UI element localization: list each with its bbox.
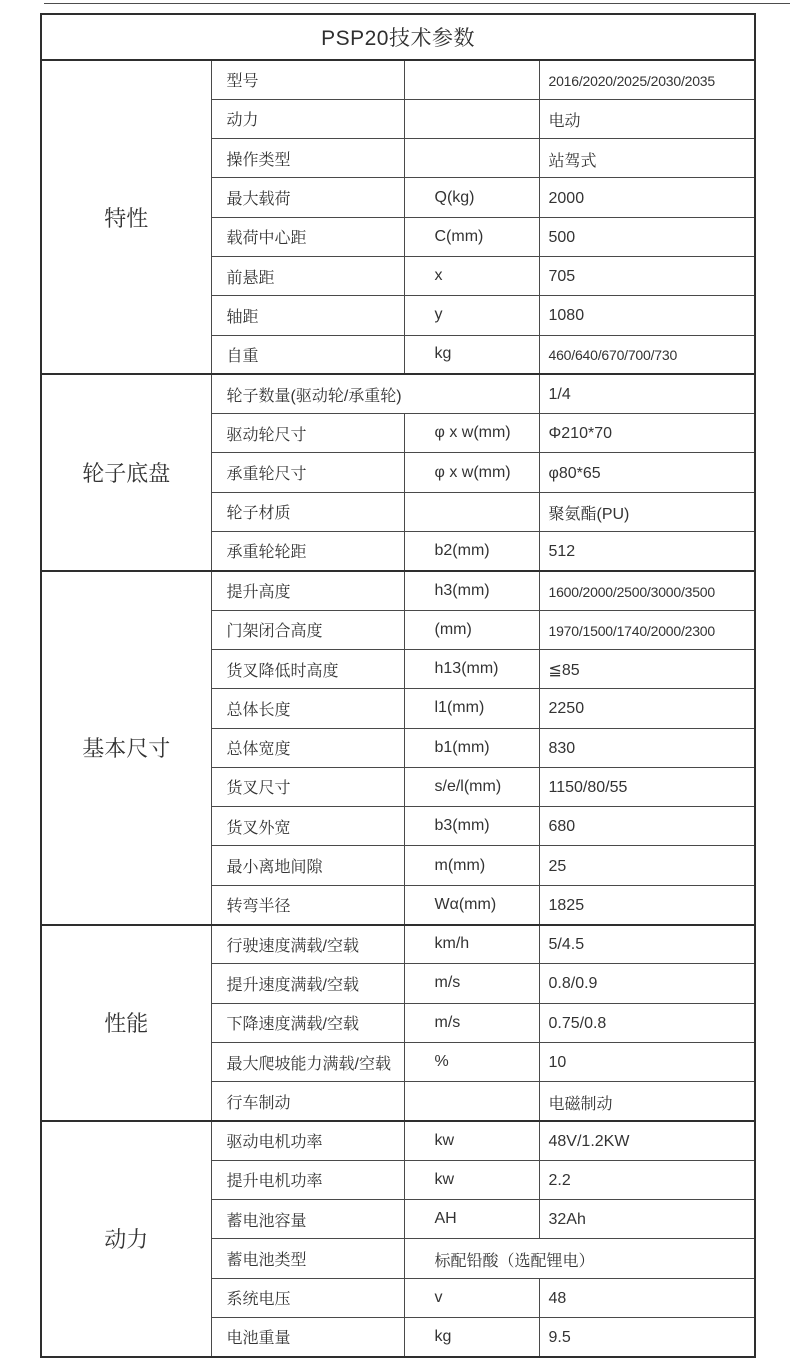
spec-value: 0.75/0.8 (539, 1003, 755, 1042)
title-row (41, 14, 755, 60)
spec-unit: kg (404, 335, 539, 374)
spec-name: 载荷中心距 (211, 217, 404, 256)
spec-name: 型号 (211, 60, 404, 99)
spec-unit: l1(mm) (404, 689, 539, 728)
spec-value: 电磁制动 (539, 1082, 755, 1121)
spec-row (41, 60, 755, 99)
spec-name: 总体长度 (211, 689, 404, 728)
spec-unit: b1(mm) (404, 728, 539, 767)
spec-unit: kw (404, 1121, 539, 1160)
spec-value: 标配铅酸（选配锂电） (404, 1239, 755, 1278)
spec-value: 站驾式 (539, 139, 755, 178)
spec-name: 蓄电池类型 (211, 1239, 404, 1278)
spec-name: 行车制动 (211, 1082, 404, 1121)
section-label: 性能 (41, 925, 211, 1121)
spec-value: 48 (539, 1278, 755, 1317)
table-title: PSP20技术参数 (41, 14, 755, 60)
spec-value: 1825 (539, 885, 755, 924)
spec-name: 总体宽度 (211, 728, 404, 767)
spec-unit: h13(mm) (404, 649, 539, 688)
spec-name: 动力 (211, 99, 404, 138)
spec-value: ≦85 (539, 649, 755, 688)
spec-unit: φ x w(mm) (404, 453, 539, 492)
spec-value: 48V/1.2KW (539, 1121, 755, 1160)
section-label: 特性 (41, 60, 211, 374)
spec-name: 操作类型 (211, 139, 404, 178)
section-label: 轮子底盘 (41, 374, 211, 570)
spec-unit: km/h (404, 925, 539, 964)
spec-value: 500 (539, 217, 755, 256)
spec-row (41, 925, 755, 964)
spec-value: 10 (539, 1042, 755, 1081)
spec-name: 轴距 (211, 296, 404, 335)
spec-value: 1600/2000/2500/3000/3500 (539, 571, 755, 610)
spec-name: 货叉降低时高度 (211, 649, 404, 688)
spec-name: 轮子数量(驱动轮/承重轮) (211, 374, 539, 413)
spec-unit: b3(mm) (404, 807, 539, 846)
spec-name: 货叉尺寸 (211, 767, 404, 806)
spec-name: 门架闭合高度 (211, 610, 404, 649)
spec-unit: AH (404, 1200, 539, 1239)
spec-unit: % (404, 1042, 539, 1081)
spec-unit: C(mm) (404, 217, 539, 256)
spec-name: 最小离地间隙 (211, 846, 404, 885)
spec-name: 前悬距 (211, 256, 404, 295)
spec-value: 1970/1500/1740/2000/2300 (539, 610, 755, 649)
spec-table (40, 13, 756, 1358)
spec-value: 2250 (539, 689, 755, 728)
spec-name: 行驶速度满载/空载 (211, 925, 404, 964)
spec-unit: Q(kg) (404, 178, 539, 217)
spec-name: 提升高度 (211, 571, 404, 610)
spec-name: 驱动轮尺寸 (211, 414, 404, 453)
spec-name: 承重轮轮距 (211, 532, 404, 571)
spec-value: 电动 (539, 99, 755, 138)
spec-name: 提升速度满载/空载 (211, 964, 404, 1003)
spec-name: 最大爬坡能力满载/空载 (211, 1042, 404, 1081)
spec-name: 下降速度满载/空载 (211, 1003, 404, 1042)
spec-name: 电池重量 (211, 1318, 404, 1357)
spec-name: 承重轮尺寸 (211, 453, 404, 492)
spec-unit (404, 139, 539, 178)
spec-value: 5/4.5 (539, 925, 755, 964)
spec-name: 蓄电池容量 (211, 1200, 404, 1239)
spec-name: 系统电压 (211, 1278, 404, 1317)
spec-unit: (mm) (404, 610, 539, 649)
spec-unit: m/s (404, 1003, 539, 1042)
spec-unit (404, 60, 539, 99)
spec-unit: kg (404, 1318, 539, 1357)
spec-name: 最大载荷 (211, 178, 404, 217)
spec-name: 提升电机功率 (211, 1160, 404, 1199)
spec-unit: Wα(mm) (404, 885, 539, 924)
spec-value: 2016/2020/2025/2030/2035 (539, 60, 755, 99)
spec-value: 1080 (539, 296, 755, 335)
spec-unit: x (404, 256, 539, 295)
spec-name: 转弯半径 (211, 885, 404, 924)
spec-row (41, 374, 755, 413)
spec-unit (404, 99, 539, 138)
spec-name: 驱动电机功率 (211, 1121, 404, 1160)
spec-unit (404, 492, 539, 531)
spec-value: 680 (539, 807, 755, 846)
spec-unit: kw (404, 1160, 539, 1199)
spec-value: 1150/80/55 (539, 767, 755, 806)
spec-unit (404, 1082, 539, 1121)
spec-table-body (41, 14, 755, 1357)
spec-name: 轮子材质 (211, 492, 404, 531)
spec-unit: m/s (404, 964, 539, 1003)
spec-value: 32Ah (539, 1200, 755, 1239)
spec-value: 0.8/0.9 (539, 964, 755, 1003)
spec-unit: h3(mm) (404, 571, 539, 610)
spec-value: 1/4 (539, 374, 755, 413)
spec-unit: v (404, 1278, 539, 1317)
section-label: 基本尺寸 (41, 571, 211, 925)
spec-value: 9.5 (539, 1318, 755, 1357)
spec-value: 512 (539, 532, 755, 571)
spec-name: 自重 (211, 335, 404, 374)
spec-value: Φ210*70 (539, 414, 755, 453)
spec-value: 830 (539, 728, 755, 767)
spec-value: φ80*65 (539, 453, 755, 492)
spec-unit: φ x w(mm) (404, 414, 539, 453)
section-label: 动力 (41, 1121, 211, 1357)
spec-value: 705 (539, 256, 755, 295)
spec-unit: y (404, 296, 539, 335)
spec-row (41, 1121, 755, 1160)
spec-value: 2000 (539, 178, 755, 217)
spec-value: 2.2 (539, 1160, 755, 1199)
spec-row (41, 571, 755, 610)
spec-value: 25 (539, 846, 755, 885)
spec-unit: b2(mm) (404, 532, 539, 571)
spec-unit: s/e/l(mm) (404, 767, 539, 806)
spec-unit: m(mm) (404, 846, 539, 885)
spec-value: 聚氨酯(PU) (539, 492, 755, 531)
spec-name: 货叉外宽 (211, 807, 404, 846)
page-top-divider (44, 3, 790, 4)
spec-value: 460/640/670/700/730 (539, 335, 755, 374)
